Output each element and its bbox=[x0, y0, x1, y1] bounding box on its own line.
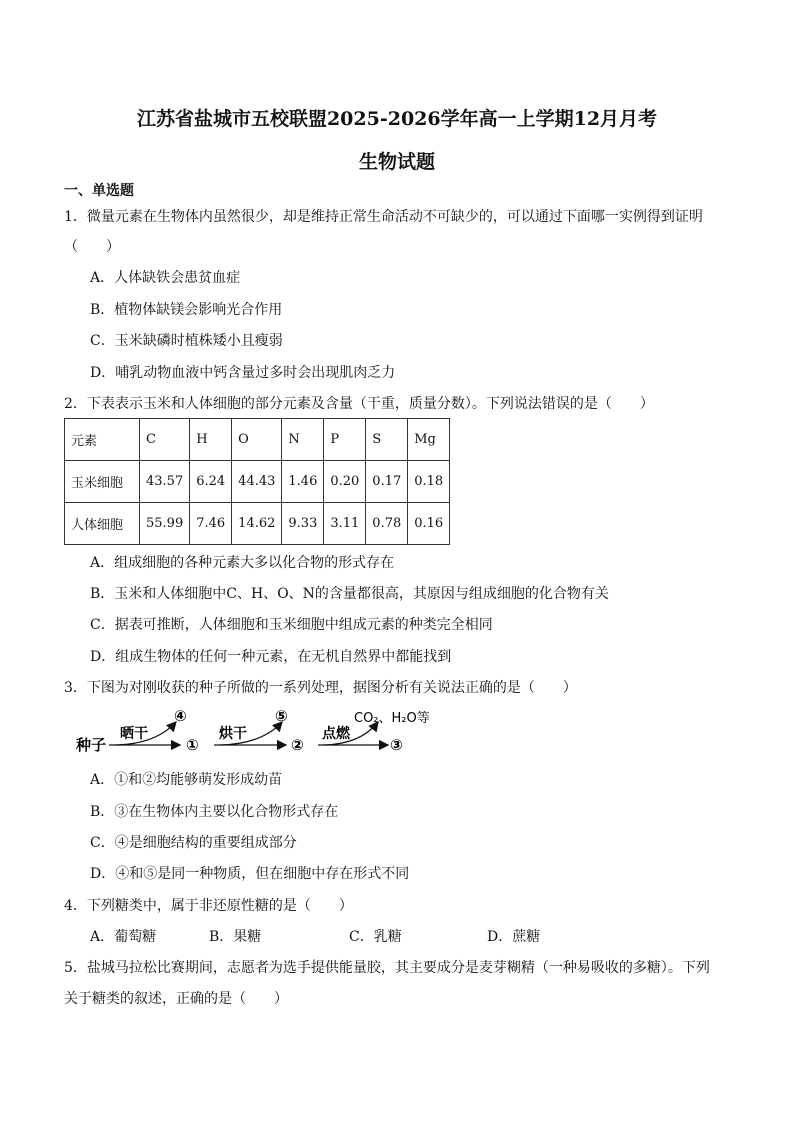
table-cell: 43.57 bbox=[140, 461, 190, 503]
table-cell: 人体细胞 bbox=[65, 503, 140, 545]
table-cell: P bbox=[324, 419, 366, 461]
table-cell: 14.62 bbox=[232, 503, 282, 545]
result-3: ③ bbox=[390, 736, 403, 754]
table-row bbox=[65, 461, 450, 503]
q1-stem: 1．微量元素在生物体内虽然很少，却是维持正常生命活动不可缺少的，可以通过下面哪一实例得到证明 bbox=[64, 209, 703, 225]
table-cell: 元素 bbox=[65, 419, 140, 461]
document-title: 江苏省盐城市五校联盟2025-2026学年高一上学期12月月考 bbox=[136, 108, 658, 130]
output-4: ④ bbox=[174, 707, 187, 725]
table-cell: 0.18 bbox=[408, 461, 450, 503]
q1-option-d: D．哺乳动物血液中钙含量过多时会出现肌肉乏力 bbox=[90, 365, 396, 381]
table-cell: 3.11 bbox=[324, 503, 366, 545]
q2-option-d: D．组成生物体的任何一种元素，在无机自然界中都能找到 bbox=[90, 649, 452, 665]
q3-option-c: C．④是细胞结构的重要组成部分 bbox=[90, 835, 297, 851]
q4-option-b: B．果糖 bbox=[209, 929, 262, 945]
table-cell: 0.78 bbox=[366, 503, 408, 545]
result-1: ① bbox=[186, 736, 199, 754]
table-cell: 9.33 bbox=[282, 503, 324, 545]
section-heading: 一、单选题 bbox=[64, 183, 134, 199]
table-cell: 7.46 bbox=[190, 503, 232, 545]
q4-option-d: D．蔗糖 bbox=[487, 929, 541, 945]
output-co2-h2o: CO₂、H₂O等 bbox=[354, 711, 430, 726]
q2-option-c: C．据表可推断，人体细胞和玉米细胞中组成元素的种类完全相同 bbox=[90, 617, 493, 633]
output-5: ⑤ bbox=[275, 707, 288, 725]
step-label-burn: 点燃 bbox=[322, 726, 350, 742]
element-content-table bbox=[64, 418, 450, 545]
step-label-sun-dry: 晒干 bbox=[120, 726, 148, 742]
table-cell: Mg bbox=[408, 419, 450, 461]
q3-option-d: D．④和⑤是同一种物质，但在细胞中存在形式不同 bbox=[90, 866, 410, 882]
q2-stem: 2．下表表示玉米和人体细胞的部分元素及含量（干重，质量分数）。下列说法错误的是（ ） bbox=[64, 396, 654, 412]
result-2: ② bbox=[291, 736, 304, 754]
q4-option-c: C．乳糖 bbox=[349, 929, 402, 945]
q5-stem-line2: 关于糖类的叙述，正确的是（ ） bbox=[64, 991, 288, 1007]
q5-stem: 5．盐城马拉松比赛期间，志愿者为选手提供能量胶，其主要成分是麦芽糊精（一种易吸收的多糖）。下列 bbox=[64, 960, 710, 976]
table-cell: 1.46 bbox=[282, 461, 324, 503]
table-cell: H bbox=[190, 419, 232, 461]
table-cell: 55.99 bbox=[140, 503, 190, 545]
q3-option-a: A．①和②均能够萌发形成幼苗 bbox=[90, 772, 283, 788]
q2-option-b: B．玉米和人体细胞中C、H、O、N的含量都很高，其原因与组成细胞的化合物有关 bbox=[90, 586, 609, 602]
table-header-row bbox=[65, 419, 450, 461]
table-cell: O bbox=[232, 419, 282, 461]
q4-stem: 4．下列糖类中，属于非还原性糖的是（ ） bbox=[64, 898, 353, 914]
q1-option-c: C．玉米缺磷时植株矮小且瘦弱 bbox=[90, 333, 283, 349]
q1-option-a: A．人体缺铁会患贫血症 bbox=[90, 270, 241, 286]
document-subtitle: 生物试题 bbox=[358, 151, 435, 173]
table-cell: 玉米细胞 bbox=[65, 461, 140, 503]
table-cell: 0.16 bbox=[408, 503, 450, 545]
table-cell: 44.43 bbox=[232, 461, 282, 503]
step-label-oven-dry: 烘干 bbox=[219, 726, 247, 742]
seed-treatment-diagram bbox=[76, 704, 456, 758]
q1-stem-paren: （ ） bbox=[64, 239, 120, 255]
table-row bbox=[65, 503, 450, 545]
table-cell: C bbox=[140, 419, 190, 461]
table-cell: N bbox=[282, 419, 324, 461]
table-cell: 6.24 bbox=[190, 461, 232, 503]
q1-option-b: B．植物体缺镁会影响光合作用 bbox=[90, 302, 283, 318]
q2-option-a: A．组成细胞的各种元素大多以化合物的形式存在 bbox=[90, 555, 395, 571]
q4-option-a: A．葡萄糖 bbox=[90, 929, 157, 945]
seed-label: 种子 bbox=[76, 736, 107, 754]
table-cell: 0.20 bbox=[324, 461, 366, 503]
q3-stem: 3．下图为对刚收获的种子所做的一系列处理，据图分析有关说法正确的是（ ） bbox=[64, 680, 577, 696]
table-cell: S bbox=[366, 419, 408, 461]
table-cell: 0.17 bbox=[366, 461, 408, 503]
q3-option-b: B．③在生物体内主要以化合物形式存在 bbox=[90, 804, 339, 820]
